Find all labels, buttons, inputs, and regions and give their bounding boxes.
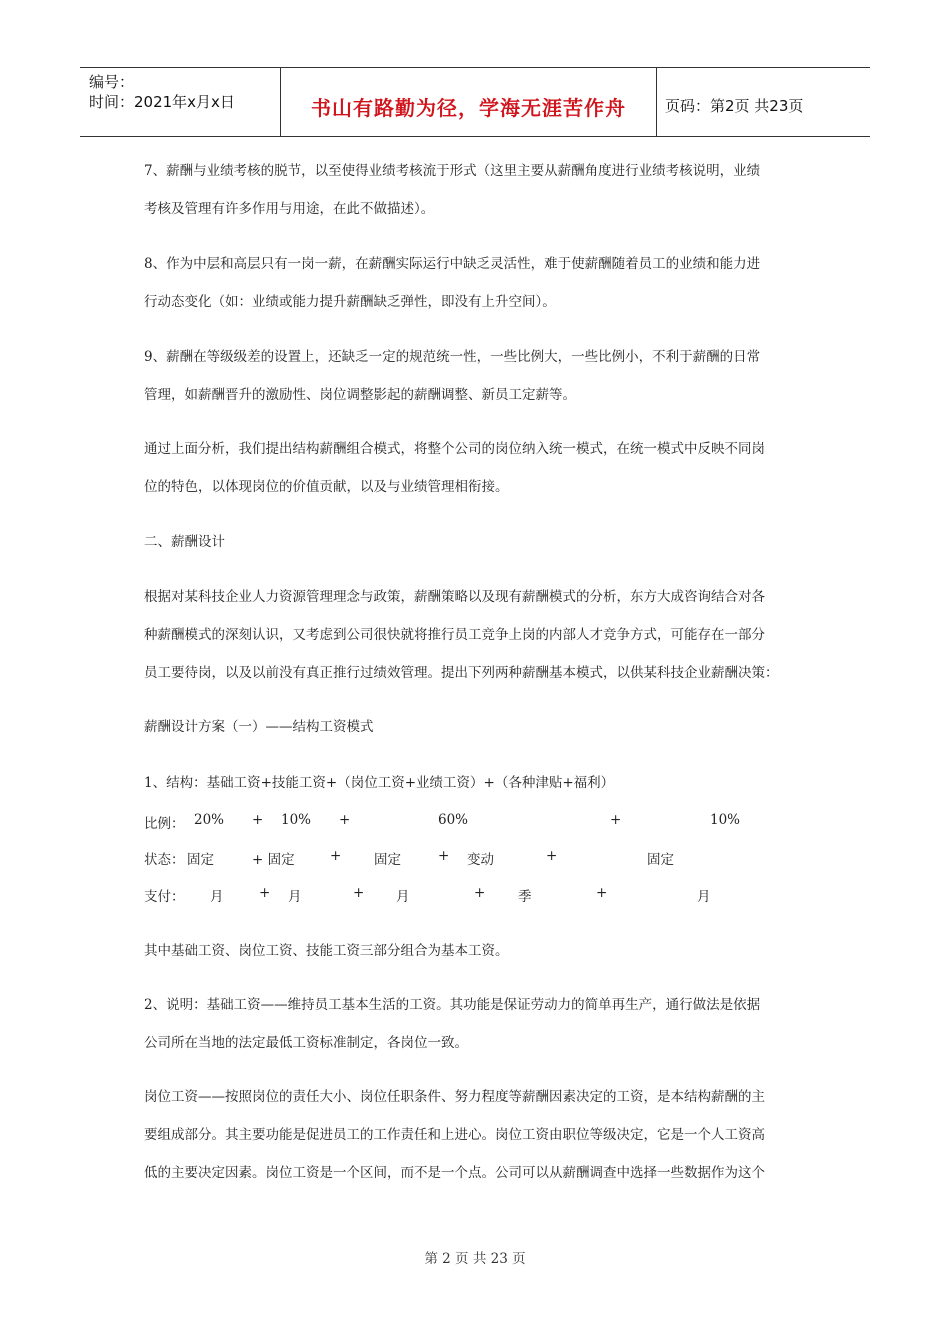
header-page-cell: [657, 68, 870, 136]
table-cell: 固定: [187, 852, 214, 868]
table-cell: 10%: [281, 812, 312, 828]
paragraph: [144, 430, 765, 506]
text-line: 9、薪酬在等级级差的设置上，还缺乏一定的规范统一性，一些比例大，一些比例小，不利于薪酬的日常: [144, 349, 761, 365]
page-header: [80, 67, 870, 137]
text-line: 公司所在当地的法定最低工资标准制定，各岗位一致。: [144, 1035, 468, 1051]
table-cell: +: [259, 885, 271, 901]
paragraph: [144, 578, 779, 692]
text-line: 管理，如薪酬晋升的激励性、岗位调整影起的薪酬调整、新员工定薪等。: [144, 387, 576, 403]
table-cell: +: [610, 812, 622, 828]
text-line: 薪酬设计方案（一）——结构工资模式: [144, 719, 374, 735]
table-cell: 季: [518, 889, 532, 905]
table-cell: +: [252, 812, 264, 828]
structure-formula: [144, 764, 614, 802]
page-footer: 第 2 页 共 23 页: [424, 1251, 526, 1267]
table-cell: +: [474, 885, 486, 901]
text-line: 员工要待岗，以及以前没有真正推行过绩效管理。提出下列两种薪酬基本模式，以供某科技企业薪酬决策：: [144, 665, 779, 681]
text-line: 位的特色，以体现岗位的价值贡献，以及与业绩管理相衔接。: [144, 479, 509, 495]
table-cell: + 固定: [252, 852, 295, 868]
header-motto-cell: [281, 68, 657, 136]
doc-code-label: 编号：: [89, 73, 135, 91]
section-heading: [144, 523, 225, 561]
table-cell: 月: [396, 889, 410, 905]
table-cell: +: [596, 885, 608, 901]
paragraph: [144, 1078, 765, 1192]
table-cell: 月: [210, 889, 224, 905]
text-line: 通过上面分析，我们提出结构薪酬组合模式，将整个公司的岗位纳入统一模式，在统一模式中反映不同岗: [144, 441, 765, 457]
table-cell: 月: [288, 889, 302, 905]
text-line: 其中基础工资、岗位工资、技能工资三部分组合为基本工资。: [144, 943, 509, 959]
paragraph: [144, 152, 760, 228]
table-cell: +: [546, 848, 558, 864]
text-line: 岗位工资——按照岗位的责任大小、岗位任职条件、努力程度等薪酬因素决定的工资，是本结构薪酬的主: [144, 1089, 765, 1105]
text-line: 1、结构：基础工资+技能工资+（岗位工资+业绩工资）+（各种津贴+福利）: [144, 775, 615, 791]
text-line: 要组成部分。其主要功能是促进员工的工作责任和上进心。岗位工资由职位等级决定，它是一个人工资高: [144, 1127, 765, 1143]
state-row: [144, 848, 794, 868]
payment-row: [144, 885, 794, 905]
text-line: 种薪酬模式的深刻认识，又考虑到公司很快就将推行员工竞争上岗的内部人才竞争方式，可能存在一部分: [144, 627, 765, 643]
doc-date-label: 时间：2021年x月x日: [89, 93, 235, 111]
paragraph: [144, 245, 760, 321]
paragraph: [144, 932, 509, 970]
row-label: 比例：: [144, 816, 185, 832]
text-line: 根据对某科技企业人力资源管理理念与政策，薪酬策略以及现有薪酬模式的分析，东方大成咨询结合对各: [144, 589, 765, 605]
text-line: 8、作为中层和高层只有一岗一薪，在薪酬实际运行中缺乏灵活性，难于使薪酬随着员工的业绩和能力进: [144, 256, 761, 272]
table-cell: +: [353, 885, 365, 901]
row-label: 支付：: [144, 889, 185, 905]
text-line: 低的主要决定因素。岗位工资是一个区间，而不是一个点。公司可以从薪酬调查中选择一些数据作为这个: [144, 1165, 765, 1181]
row-label: 状态：: [144, 852, 185, 868]
header-meta: [80, 68, 281, 136]
table-cell: +: [330, 848, 342, 864]
table-cell: 固定: [647, 852, 674, 868]
text-line: 2、说明：基础工资——维持员工基本生活的工资。其功能是保证劳动力的简单再生产，通行做法是依据: [144, 997, 761, 1013]
ratio-row: [144, 812, 794, 832]
paragraph: [144, 338, 760, 414]
table-cell: +: [339, 812, 351, 828]
table-cell: 月: [697, 889, 711, 905]
table-cell: +: [438, 848, 450, 864]
table-cell: 60%: [438, 812, 469, 828]
text-line: 行动态变化（如：业绩或能力提升薪酬缺乏弹性，即没有上升空间）。: [144, 294, 556, 310]
table-cell: 固定: [374, 852, 401, 868]
table-cell: 变动: [467, 852, 494, 868]
text-line: 考核及管理有许多作用与用途，在此不做描述）。: [144, 201, 435, 217]
plan-title: [144, 708, 374, 746]
motto: 书山有路勤为径，学海无涯苦作舟: [311, 96, 626, 120]
page-info: 页码：第2页 共23页: [665, 97, 804, 115]
table-cell: 20%: [194, 812, 225, 828]
paragraph: [144, 986, 760, 1062]
text-line: 7、薪酬与业绩考核的脱节，以至使得业绩考核流于形式（这里主要从薪酬角度进行业绩考核说明，业绩: [144, 163, 761, 179]
text-line: 二、薪酬设计: [144, 534, 225, 550]
table-cell: 10%: [710, 812, 741, 828]
